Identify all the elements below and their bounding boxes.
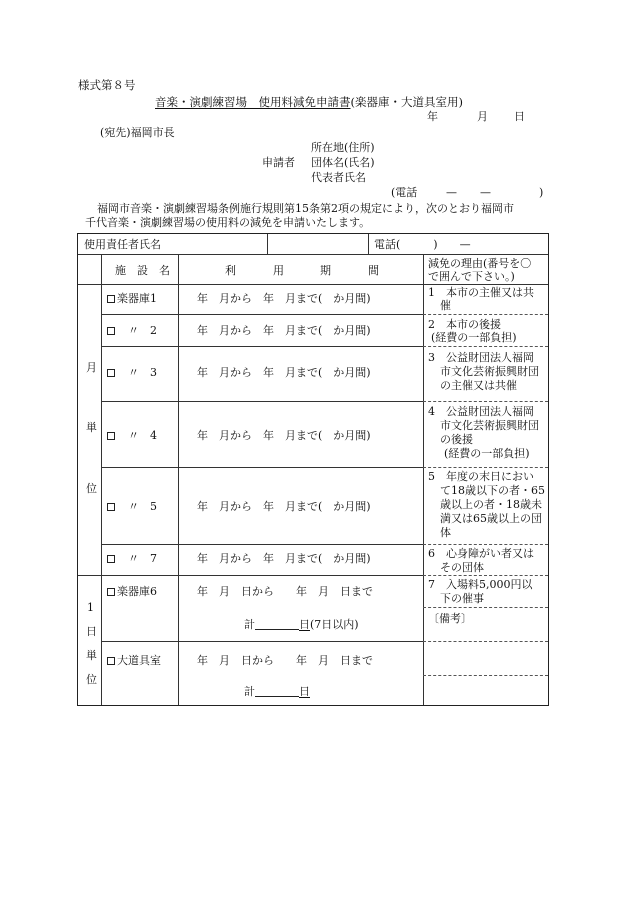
- period-row-3[interactable]: 年 月から 年 月まで( か月間): [197, 366, 371, 379]
- application-table: 使用責任者氏名 電話( ) — 施 設 名 利 用 期 間 減免の理由(番号を〇 で囲んで下さい。) 月 単 位 楽器庫1 年 月から 年 月まで( か月間) 〃 2 年 月から 年 月まで( か月間) 〃 3 年 月から 年 月まで( か月間) 〃 4 年 月から 年 月まで( か月間) 〃 5 年 月から 年 月まで( か月間) 〃 7 年 月から 年 月まで( か月間) 1 日 単 位 楽器庫6 年 月 日から 年 月 日まで 計 日(7日以内) 大道具室 年 月 日から 年 月 日まで 計 日 1 本市の主催又は共 催 2 本市の後援 (経費の一部負担) 3 公益財団法人福岡 市文化芸術振興財団 の主催又は共催 4 公益財団法人福岡 市文化芸術振興財団 の後援 (経費の一部負担) 5 年度の末日におい て18歳以下の者・65 歳以上の者・18歳未 満又は65歳以上の団 体 6 心身障がい者又は その団体 7 入場料5,000円以 下の催事 〔備考〕: [77, 233, 549, 706]
- remarks-label: 〔備考〕: [428, 612, 472, 625]
- header-period-4: 間: [368, 264, 379, 277]
- checkbox[interactable]: [107, 588, 115, 596]
- responsible-label: 使用責任者氏名: [84, 238, 161, 251]
- facility-row-6: 〃 7: [107, 553, 157, 564]
- divider: [368, 234, 369, 254]
- period-row-7[interactable]: 年 月 日から 年 月 日まで: [197, 585, 373, 598]
- group-monthly-3: 位: [86, 482, 97, 495]
- period-row-2[interactable]: 年 月から 年 月まで( か月間): [197, 324, 371, 337]
- divider: [423, 314, 548, 315]
- facility-row-8: 大道具室: [107, 655, 161, 666]
- period-row-8[interactable]: 年 月 日から 年 月 日まで: [197, 654, 373, 667]
- divider: [101, 346, 423, 347]
- form-number: 様式第８号: [78, 78, 136, 92]
- phone-separator-2: —: [480, 186, 491, 199]
- divider: [423, 401, 548, 402]
- group-monthly-1: 月: [86, 361, 97, 374]
- checkbox[interactable]: [107, 555, 115, 563]
- title-main: 音楽・演劇練習場 使用料減免申請書: [155, 95, 351, 109]
- facility-row-7: 楽器庫6: [107, 586, 157, 597]
- header-facility: 施 設 名: [115, 264, 170, 277]
- checkbox[interactable]: [107, 503, 115, 511]
- addressee: (宛先)福岡市長: [100, 126, 175, 139]
- checkbox[interactable]: [107, 369, 115, 377]
- representative-label: 代表者氏名: [311, 171, 366, 184]
- divider: [78, 284, 548, 285]
- header-period-3: 期: [320, 264, 331, 277]
- facility-row-3: 〃 3: [107, 367, 157, 378]
- divider: [423, 544, 548, 545]
- checkbox[interactable]: [107, 657, 115, 665]
- organization-label: 団体名(氏名): [311, 156, 375, 169]
- applicant-label: 申請者: [262, 156, 295, 169]
- divider: [101, 401, 423, 402]
- divider: [101, 314, 423, 315]
- header-reason-line-2: で囲んで下さい。): [428, 270, 515, 283]
- total-days-field[interactable]: [255, 686, 299, 697]
- header-reason-line-1: 減免の理由(番号を〇: [428, 257, 532, 270]
- phone-close: ): [539, 186, 544, 199]
- document-title: [155, 97, 463, 109]
- divider: [178, 254, 179, 705]
- group-daily-3: 単: [86, 649, 97, 662]
- total-row-7: 計 日(7日以内): [244, 618, 359, 631]
- checkbox[interactable]: [107, 295, 115, 303]
- body-text-line-1: 福岡市音楽・演劇練習場条例施行規則第15条第2項の規定により，次のとおり福岡市: [97, 202, 514, 215]
- divider: [101, 467, 423, 468]
- remarks-field[interactable]: [424, 624, 547, 704]
- checkbox[interactable]: [107, 327, 115, 335]
- divider: [78, 575, 423, 576]
- header-period-2: 用: [273, 264, 284, 277]
- group-daily-2: 日: [86, 625, 97, 638]
- divider: [101, 254, 102, 705]
- group-daily-4: 位: [86, 673, 97, 686]
- divider: [78, 254, 548, 255]
- checkbox[interactable]: [107, 432, 115, 440]
- phone-separator-1: —: [446, 186, 457, 199]
- period-row-4[interactable]: 年 月から 年 月まで( か月間): [197, 429, 371, 442]
- header-period-1: 利: [225, 264, 236, 277]
- date-year[interactable]: 年: [427, 110, 438, 123]
- title-suffix: (楽器庫・大道具室用): [350, 95, 463, 109]
- divider: [423, 346, 548, 347]
- period-row-1[interactable]: 年 月から 年 月まで( か月間): [197, 292, 371, 305]
- divider: [101, 641, 423, 642]
- body-text-line-2: 千代音楽・演劇練習場の使用料の減免を申請いたします。: [85, 216, 371, 229]
- date-month[interactable]: 月: [477, 110, 488, 123]
- group-monthly-2: 単: [86, 421, 97, 434]
- divider: [423, 575, 548, 576]
- table-phone-label: 電話( ) —: [374, 238, 471, 251]
- group-daily-1: 1: [87, 601, 94, 614]
- date-day[interactable]: 日: [514, 110, 525, 123]
- total-days-field[interactable]: [255, 619, 299, 630]
- period-row-6[interactable]: 年 月から 年 月まで( か月間): [197, 552, 371, 565]
- facility-row-2: 〃 2: [107, 325, 157, 336]
- total-row-8: 計 日: [244, 685, 310, 698]
- phone-label: (電話: [391, 186, 418, 199]
- facility-row-4: 〃 4: [107, 430, 157, 441]
- divider: [423, 607, 548, 608]
- divider: [423, 467, 548, 468]
- divider: [101, 544, 423, 545]
- period-row-5[interactable]: 年 月から 年 月まで( か月間): [197, 500, 371, 513]
- facility-row-1: 楽器庫1: [107, 293, 157, 304]
- facility-row-5: 〃 5: [107, 501, 157, 512]
- divider: [267, 234, 268, 254]
- address-label: 所在地(住所): [311, 141, 375, 154]
